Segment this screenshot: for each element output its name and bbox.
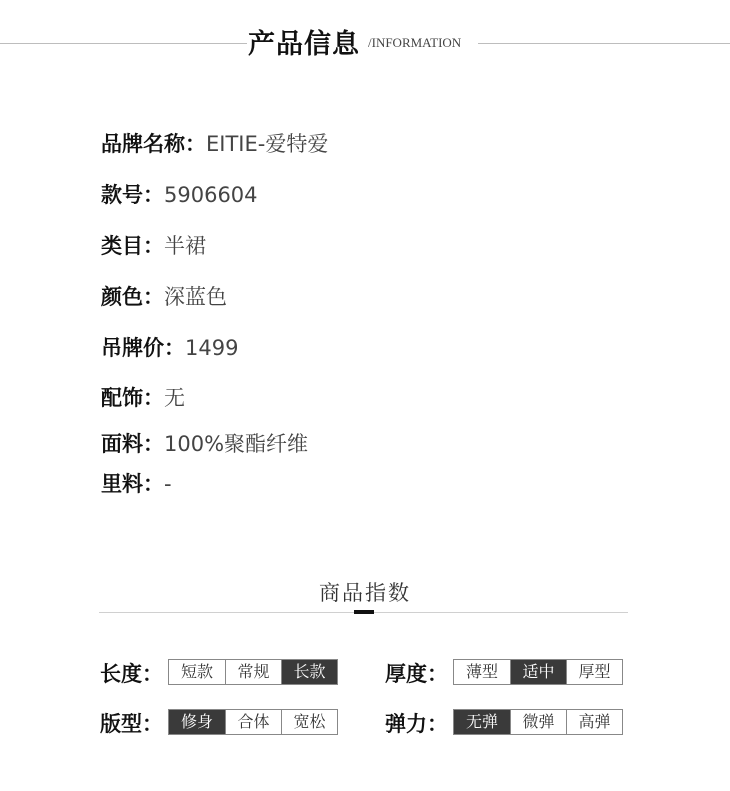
index-label-length: 长度： bbox=[100, 662, 163, 686]
length-option: 长款 bbox=[281, 660, 337, 684]
info-key: 品牌名称： bbox=[101, 132, 206, 156]
info-value: 100%聚酯纤维 bbox=[164, 432, 309, 456]
info-row-fabric bbox=[101, 428, 308, 458]
fit-option: 合体 bbox=[225, 710, 281, 734]
fit-option: 宽松 bbox=[281, 710, 337, 734]
thickness-option: 厚型 bbox=[566, 660, 622, 684]
info-row-style-no bbox=[101, 179, 258, 209]
info-row-price bbox=[101, 332, 238, 362]
info-row-brand bbox=[101, 128, 328, 158]
info-row-lining bbox=[101, 468, 172, 498]
info-value: 5906604 bbox=[164, 183, 258, 207]
header-rule-left bbox=[0, 43, 247, 44]
index-label-thickness: 厚度： bbox=[385, 662, 448, 686]
info-key: 类目： bbox=[101, 234, 164, 258]
elasticity-option: 无弹 bbox=[454, 710, 510, 734]
info-key: 配饰： bbox=[101, 386, 164, 410]
elasticity-options bbox=[453, 709, 623, 735]
info-value: 无 bbox=[164, 386, 185, 410]
length-option: 短款 bbox=[180, 662, 213, 681]
info-key: 吊牌价： bbox=[101, 336, 185, 360]
info-value: EITIE-爱特爱 bbox=[206, 132, 329, 156]
thickness-option: 薄型 bbox=[465, 662, 498, 681]
index-label-elasticity: 弹力： bbox=[385, 712, 448, 736]
info-value: 1499 bbox=[185, 336, 239, 360]
index-section-title: 商品指数 bbox=[319, 581, 411, 605]
elasticity-option: 高弹 bbox=[566, 710, 622, 734]
info-key: 面料： bbox=[101, 432, 164, 456]
fit-options bbox=[168, 709, 338, 735]
header-title-en: /INFORMATION bbox=[368, 35, 462, 50]
info-key: 款号： bbox=[101, 183, 164, 207]
length-option: 常规 bbox=[225, 660, 281, 684]
fit-option: 修身 bbox=[169, 710, 225, 734]
thickness-options bbox=[453, 659, 623, 685]
elasticity-option: 微弹 bbox=[510, 710, 566, 734]
info-row-category bbox=[101, 230, 206, 260]
index-section-marker bbox=[354, 610, 374, 614]
info-key: 颜色： bbox=[101, 285, 164, 309]
info-value: - bbox=[164, 472, 172, 496]
thickness-option: 适中 bbox=[510, 660, 566, 684]
info-key: 里料： bbox=[101, 472, 164, 496]
info-row-accessory bbox=[101, 382, 185, 412]
info-row-color bbox=[101, 281, 227, 311]
header-title-cn: 产品信息 bbox=[248, 29, 360, 60]
length-options bbox=[168, 659, 338, 685]
header-rule-right bbox=[478, 43, 730, 44]
info-value: 深蓝色 bbox=[164, 285, 227, 309]
info-value: 半裙 bbox=[164, 234, 206, 258]
index-label-fit: 版型： bbox=[100, 712, 163, 736]
